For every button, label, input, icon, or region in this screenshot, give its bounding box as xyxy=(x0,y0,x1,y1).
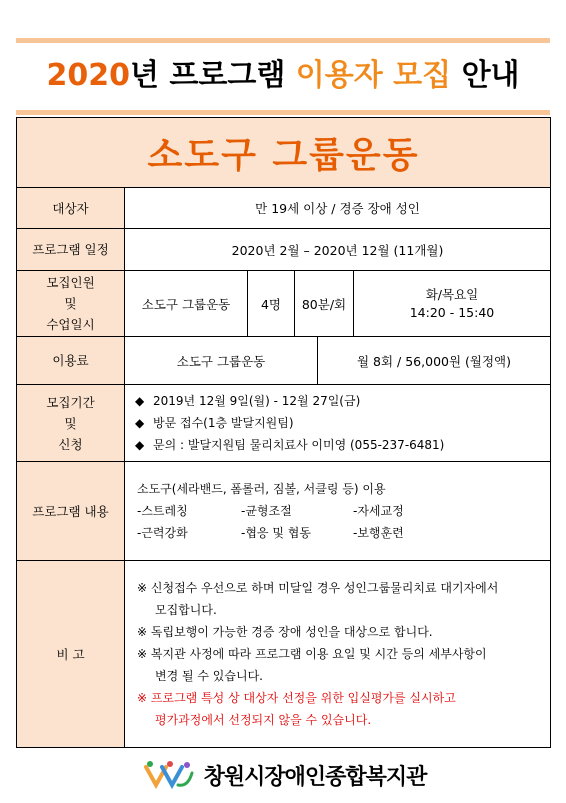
recruit-days: 화/목요일 xyxy=(425,286,479,302)
fee-value: 월 8회 / 56,000원 (월정액) xyxy=(357,353,511,369)
page-title xyxy=(16,46,550,106)
fee-row xyxy=(17,337,551,385)
remark-text: 복지관 사정에 따라 프로그램 이용 요일 및 시간 등의 세부사항이 xyxy=(150,647,487,661)
diamond-bullet-icon: ◆ xyxy=(135,394,145,408)
title-year: 2020 xyxy=(46,58,130,93)
recruit-duration: 80분/회 xyxy=(295,271,354,336)
remark-continuation: 모집합니다. xyxy=(155,603,217,617)
note-mark-icon: ※ xyxy=(137,647,148,661)
organization-name: 창원시장애인종합복지관 xyxy=(203,764,427,790)
recruit-cell xyxy=(125,271,551,337)
diamond-bullet-icon: ◆ xyxy=(135,416,145,430)
remark-continuation: 평가과정에서 선정되지 않을 수 있습니다. xyxy=(155,713,372,727)
apply-label xyxy=(17,385,125,462)
content-list xyxy=(125,462,551,561)
remark-text: 프로그램 특성 상 대상자 선정을 위한 입실평가를 실시하고 xyxy=(150,691,456,705)
bottom-band xyxy=(16,110,550,115)
remarks-label: 비 고 xyxy=(17,561,125,748)
apply-item-text: 2019년 12월 9일(월) - 12월 27일(금) xyxy=(153,394,361,408)
recruit-count: 4명 xyxy=(248,271,295,336)
remarks-row xyxy=(17,561,551,748)
recruit-time: 14:20 - 15:40 xyxy=(409,304,495,320)
recruit-time-block xyxy=(354,271,550,336)
content-intro: 소도구(세라밴드, 폼롤러, 짐볼, 서클링 등) 이용 xyxy=(137,482,386,496)
title-part3: 안내 xyxy=(451,58,520,93)
title-highlight: 이용자 모집 xyxy=(295,58,452,93)
target-row xyxy=(17,188,551,229)
remark-item xyxy=(137,577,550,599)
apply-list xyxy=(125,385,551,462)
fee-content xyxy=(125,337,550,384)
content-item: -균형조절 xyxy=(241,504,292,518)
note-mark-icon: ※ xyxy=(137,581,148,595)
apply-item xyxy=(135,412,550,434)
remark-text: 독립보행이 가능한 경증 장애 성인을 대상으로 합니다. xyxy=(150,625,433,639)
diamond-bullet-icon: ◆ xyxy=(135,438,145,452)
fee-program-name: 소도구 그룹운동 xyxy=(125,337,318,384)
recruit-row xyxy=(17,271,551,337)
apply-item-text: 방문 접수(1층 발달지원팀) xyxy=(153,416,294,430)
recruit-label-line1: 모집인원 xyxy=(46,275,95,290)
info-table xyxy=(16,117,551,748)
content-row-2 xyxy=(137,522,550,544)
content-label: 프로그램 내용 xyxy=(17,462,125,561)
target-value: 만 19세 이상 / 경증 장애 성인 xyxy=(125,188,551,229)
apply-label-line2: 및 xyxy=(64,415,77,431)
content-row-1 xyxy=(137,500,550,522)
apply-item-text: 문의 : 발달지원팀 물리치료사 이미영 (055-237-6481) xyxy=(153,438,445,452)
apply-item xyxy=(135,434,550,456)
recruit-label-line3: 수업일시 xyxy=(46,317,95,332)
target-label: 대상자 xyxy=(17,188,125,229)
remark-warning xyxy=(137,687,550,709)
recruit-label-line2: 및 xyxy=(64,296,77,311)
content-item: -스트레칭 xyxy=(137,504,188,518)
remark-item xyxy=(137,643,550,665)
apply-label-line1: 모집기간 xyxy=(46,394,95,410)
content-item: -보행훈련 xyxy=(353,526,404,540)
content-item: -자세교정 xyxy=(353,504,404,518)
title-part1: 년 프로그램 xyxy=(129,58,296,93)
remarks-list xyxy=(125,561,551,748)
remark-text: 신청접수 우선으로 하며 미달일 경우 성인그룹물리치료 대기자에서 xyxy=(150,581,499,595)
recruit-program-name: 소도구 그룹운동 xyxy=(125,271,248,336)
apply-item xyxy=(135,390,550,412)
recruit-schedule xyxy=(125,271,550,336)
note-mark-icon: ※ xyxy=(137,625,148,639)
content-item: -협응 및 협동 xyxy=(241,526,311,540)
welfare-center-logo-icon xyxy=(140,759,196,791)
content-row xyxy=(17,462,551,561)
apply-label-line3: 신청 xyxy=(58,436,83,452)
period-row xyxy=(17,229,551,271)
note-mark-icon: ※ xyxy=(137,691,148,705)
footer xyxy=(0,757,566,793)
period-value: 2020년 2월 – 2020년 12월 (11개월) xyxy=(125,229,551,271)
top-band xyxy=(16,38,550,43)
title-row xyxy=(17,118,551,188)
apply-row xyxy=(17,385,551,462)
content-item: -근력강화 xyxy=(137,526,188,540)
fee-label: 이용료 xyxy=(17,337,125,385)
fee-cell xyxy=(125,337,551,385)
program-title: 소도구 그룹운동 xyxy=(17,118,551,188)
remark-continuation: 변경 될 수 있습니다. xyxy=(155,669,263,683)
remark-item xyxy=(137,621,550,643)
period-label: 프로그램 일정 xyxy=(17,229,125,271)
recruit-label xyxy=(17,271,125,337)
